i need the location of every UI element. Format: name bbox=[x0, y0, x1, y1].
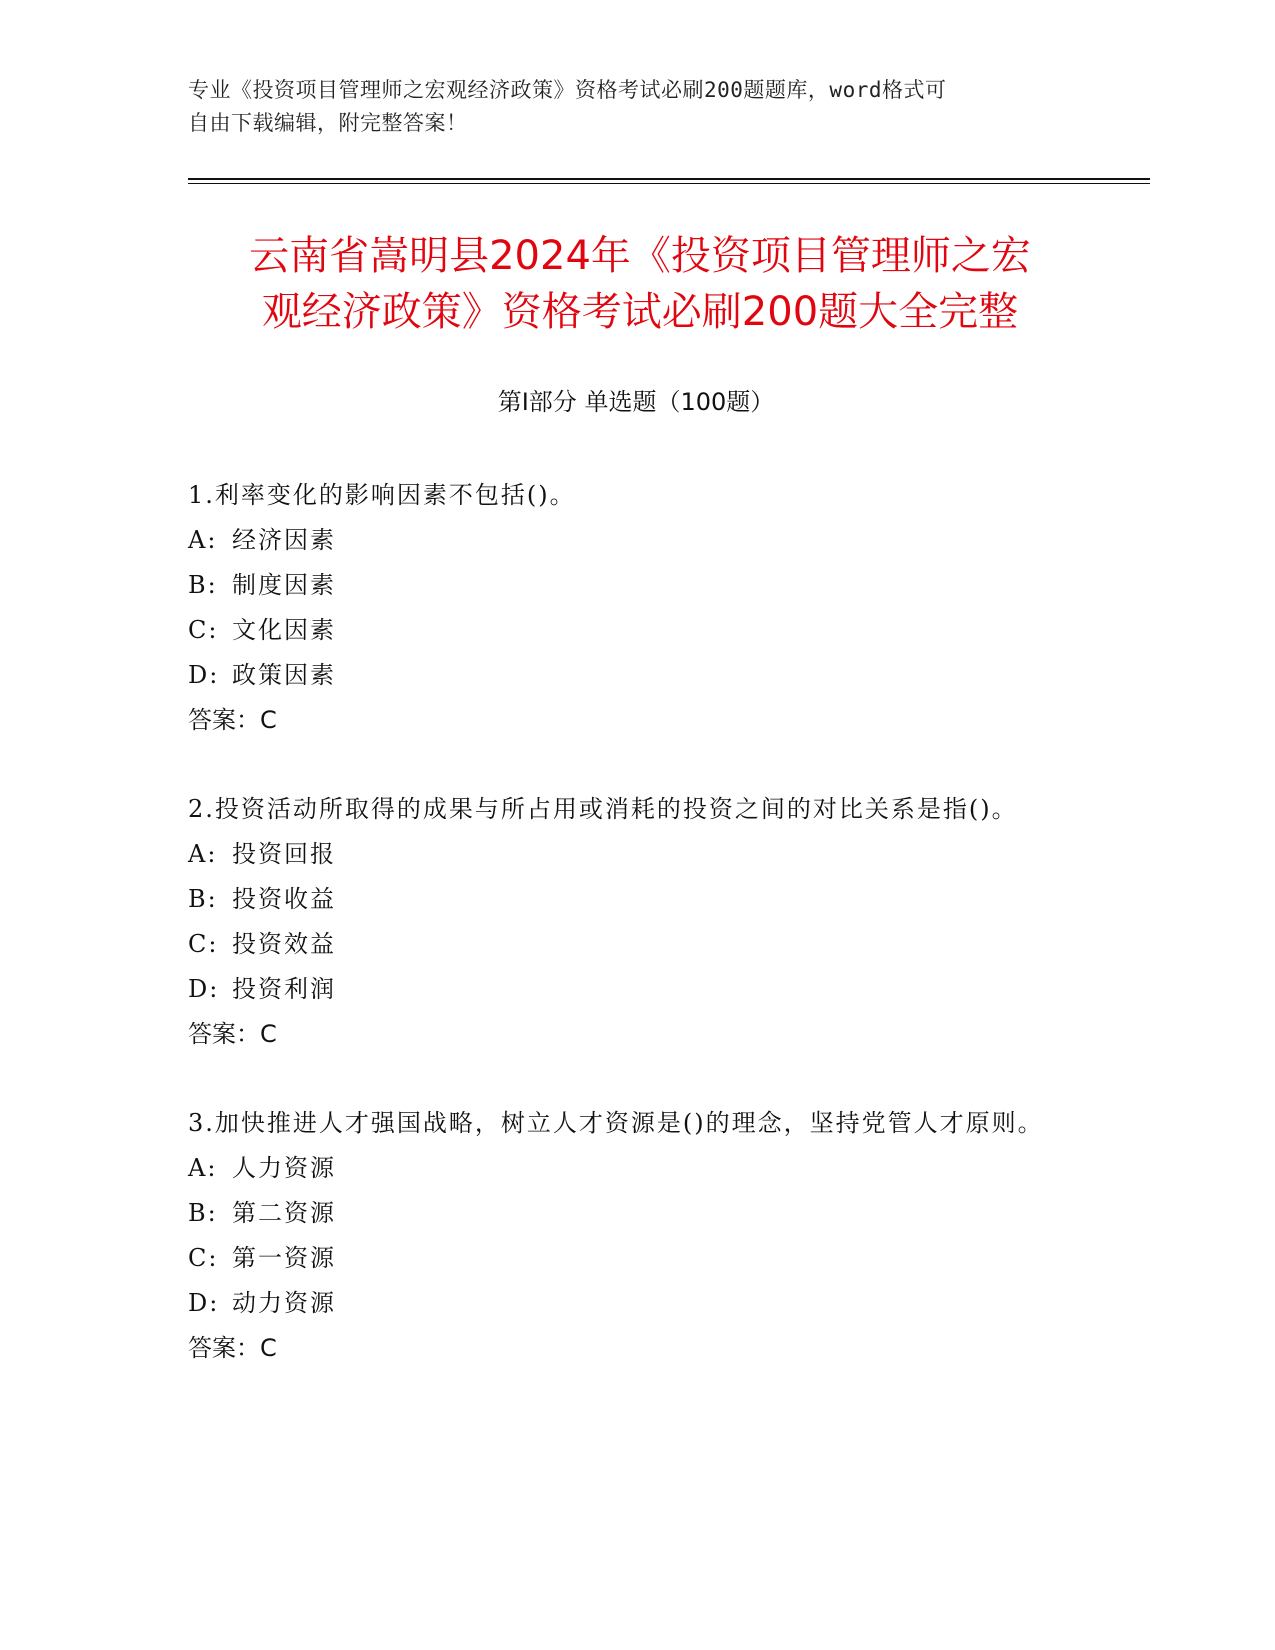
question-3 bbox=[188, 1101, 1068, 1371]
header-note-line-2: 自由下载编辑，附完整答案！ bbox=[188, 111, 468, 135]
document-title-line-2: 观经济政策》资格考试必刷200题大全完整 bbox=[261, 289, 1019, 335]
option-text: 经济因素 bbox=[232, 526, 336, 554]
option-text: 投资收益 bbox=[232, 885, 336, 913]
option-text: 投资回报 bbox=[232, 840, 336, 868]
document-title bbox=[180, 228, 1100, 340]
question-1 bbox=[188, 473, 1068, 743]
option-key: B: bbox=[188, 885, 218, 913]
option-d bbox=[188, 653, 1068, 698]
option-b bbox=[188, 563, 1068, 608]
option-text: 投资利润 bbox=[232, 975, 336, 1003]
option-a bbox=[188, 518, 1068, 563]
option-key: C: bbox=[188, 930, 219, 958]
question-stem: 3.加快推进人才强国战略，树立人才资源是()的理念，坚持党管人才原则。 bbox=[188, 1109, 1044, 1137]
header-note bbox=[188, 74, 1068, 140]
header-rule-thin bbox=[188, 183, 1150, 184]
option-key: A: bbox=[188, 1154, 218, 1182]
answer-line: 答案：C bbox=[188, 706, 277, 734]
option-b bbox=[188, 1191, 1068, 1236]
option-key: C: bbox=[188, 616, 219, 644]
option-key: B: bbox=[188, 1199, 218, 1227]
option-key: D: bbox=[188, 1289, 220, 1317]
option-key: A: bbox=[188, 526, 218, 554]
question-list bbox=[188, 473, 1068, 1415]
question-stem: 2.投资活动所取得的成果与所占用或消耗的投资之间的对比关系是指()。 bbox=[188, 795, 1018, 823]
header-note-line-1: 专业《投资项目管理师之宏观经济政策》资格考试必刷200题题库，word格式可 bbox=[188, 78, 947, 102]
answer-line: 答案：C bbox=[188, 1020, 277, 1048]
option-text: 第一资源 bbox=[232, 1244, 336, 1272]
option-key: D: bbox=[188, 661, 220, 689]
option-text: 投资效益 bbox=[232, 930, 336, 958]
option-text: 动力资源 bbox=[232, 1289, 336, 1317]
option-text: 制度因素 bbox=[232, 571, 336, 599]
option-c bbox=[188, 608, 1068, 653]
option-d bbox=[188, 1281, 1068, 1326]
option-c bbox=[188, 1236, 1068, 1281]
option-a bbox=[188, 832, 1068, 877]
question-stem: 1.利率变化的影响因素不包括()。 bbox=[188, 481, 576, 509]
document-title-line-1: 云南省嵩明县2024年《投资项目管理师之宏 bbox=[249, 233, 1031, 279]
option-text: 第二资源 bbox=[232, 1199, 336, 1227]
option-key: C: bbox=[188, 1244, 219, 1272]
option-text: 文化因素 bbox=[232, 616, 336, 644]
option-key: B: bbox=[188, 571, 218, 599]
answer-line: 答案：C bbox=[188, 1334, 277, 1362]
section-heading: 第Ⅰ部分 单选题（100题） bbox=[497, 388, 775, 416]
option-key: D: bbox=[188, 975, 220, 1003]
option-b bbox=[188, 877, 1068, 922]
option-c bbox=[188, 922, 1068, 967]
header-rule-thick bbox=[188, 178, 1150, 180]
option-text: 政策因素 bbox=[232, 661, 336, 689]
question-2 bbox=[188, 787, 1068, 1057]
option-key: A: bbox=[188, 840, 218, 868]
option-text: 人力资源 bbox=[232, 1154, 336, 1182]
option-d bbox=[188, 967, 1068, 1012]
option-a bbox=[188, 1146, 1068, 1191]
